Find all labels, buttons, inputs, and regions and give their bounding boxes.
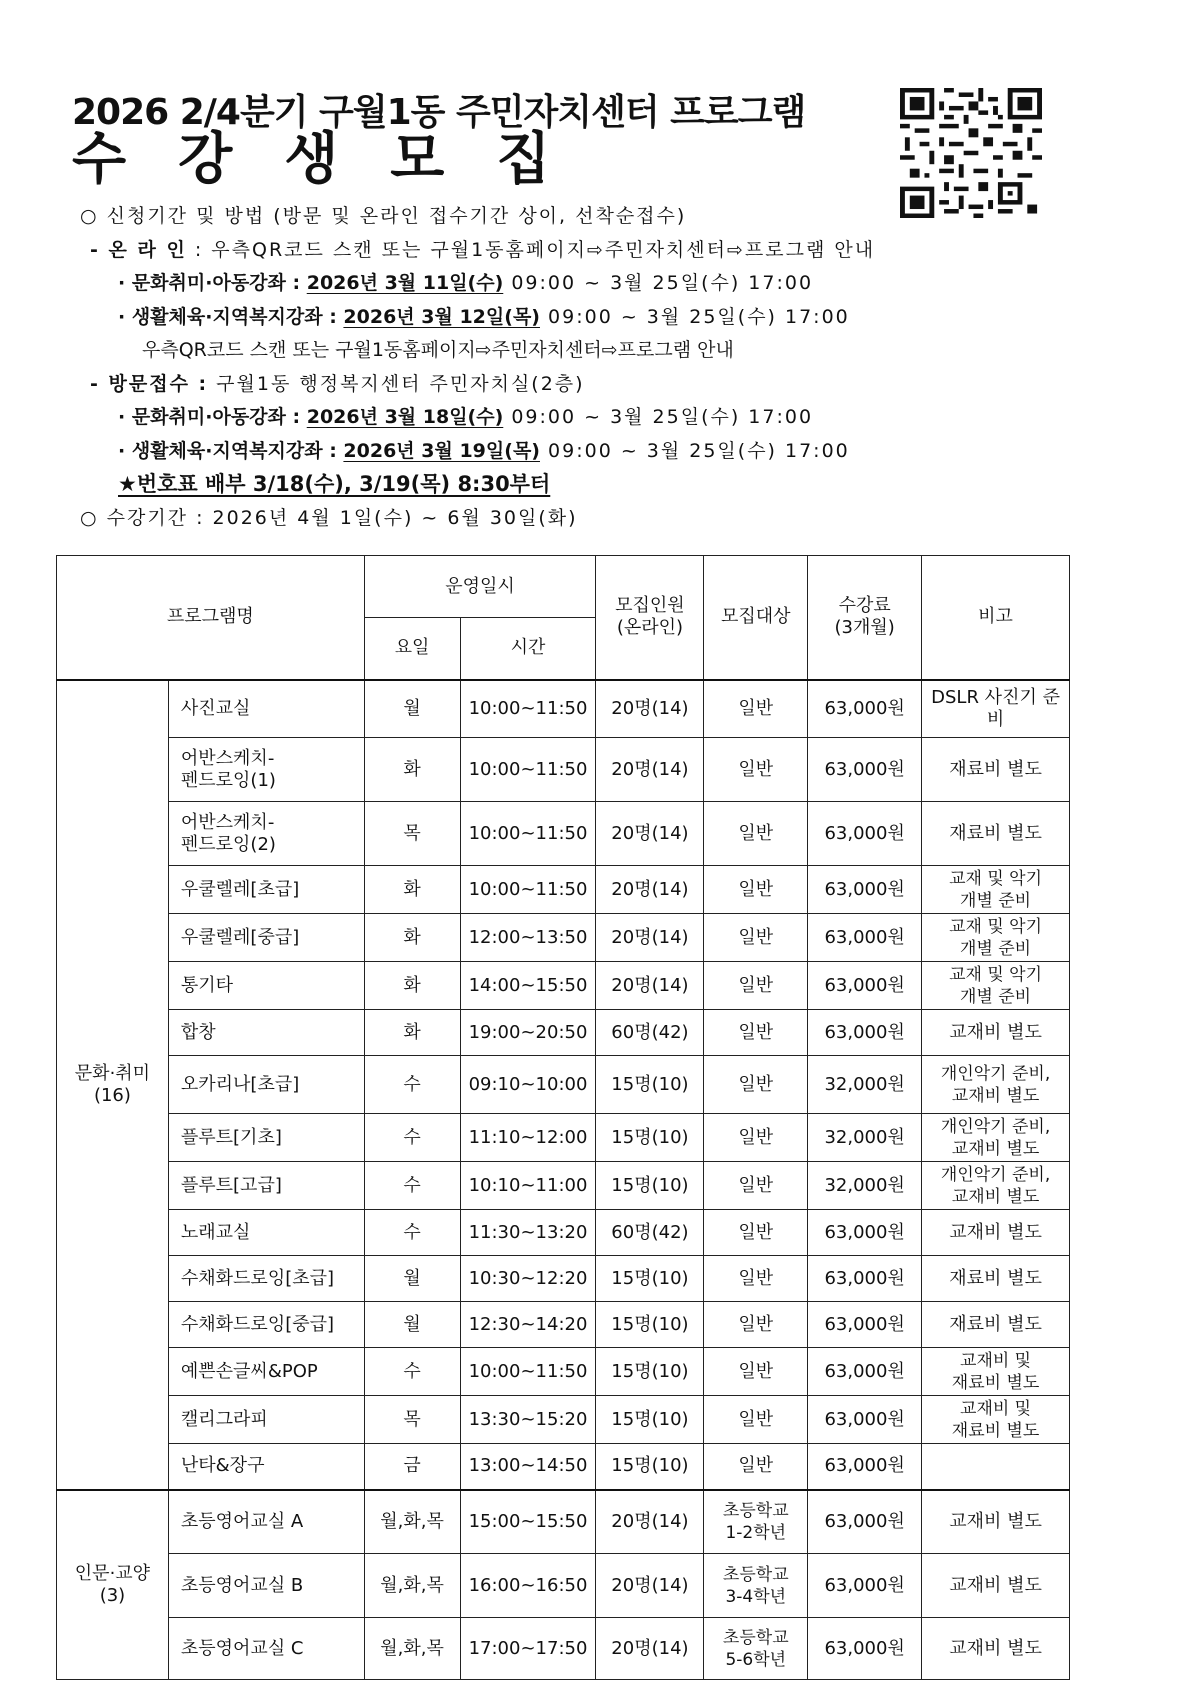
cell-capacity: 15명(10) <box>596 1056 704 1114</box>
table-row <box>57 1210 1070 1256</box>
cell-note: DSLR 사진기 준비 <box>922 680 1070 738</box>
table-row <box>57 1618 1070 1680</box>
cell-time: 10:00~11:50 <box>460 802 596 866</box>
cell-day: 월 <box>364 1256 460 1302</box>
ticket-note: ★번호표 배부 3/18(수), 3/19(목) 8:30부터 <box>118 472 551 496</box>
online-label: - 온 라 인 <box>90 238 187 261</box>
cell-time: 16:00~16:50 <box>460 1554 596 1618</box>
cell-fee: 63,000원 <box>808 1618 922 1680</box>
cell-name: 캘리그라피 <box>168 1396 364 1444</box>
table-row <box>57 1162 1070 1210</box>
cell-time: 15:00~15:50 <box>460 1490 596 1554</box>
category-cell: 인문·교양 (3) <box>57 1490 169 1680</box>
cell-note: 교재비 및 재료비 별도 <box>922 1348 1070 1396</box>
table-row <box>57 866 1070 914</box>
table-row <box>57 1396 1070 1444</box>
cell-day: 수 <box>364 1114 460 1162</box>
cell-name: 오카리나[초급] <box>168 1056 364 1114</box>
cell-capacity: 15명(10) <box>596 1256 704 1302</box>
header-day: 요일 <box>364 618 460 680</box>
qr-code-icon[interactable] <box>900 88 1042 218</box>
cell-day: 월 <box>364 1302 460 1348</box>
cell-day: 목 <box>364 1396 460 1444</box>
cell-time: 10:00~11:50 <box>460 738 596 802</box>
online-culture-row: · 문화취미·아동강좌 : 2026년 3월 11일(수) 09:00 ~ 3월 25일(수) 17:00 <box>118 272 814 294</box>
cell-time: 12:00~13:50 <box>460 914 596 962</box>
page-title: 2026 2/4분기 구월1동 주민자치센터 프로그램 <box>72 92 806 133</box>
cell-day: 금 <box>364 1444 460 1490</box>
cell-capacity: 15명(10) <box>596 1396 704 1444</box>
cell-target: 일반 <box>704 914 808 962</box>
visit-culture-start: 2026년 3월 18일(수) <box>306 406 504 428</box>
table-row <box>57 802 1070 866</box>
cell-day: 수 <box>364 1348 460 1396</box>
cell-name: 우쿨렐레[초급] <box>168 866 364 914</box>
cell-capacity: 20명(14) <box>596 1490 704 1554</box>
cell-note: 개인악기 준비, 교재비 별도 <box>922 1162 1070 1210</box>
table-row <box>57 1256 1070 1302</box>
cell-capacity: 20명(14) <box>596 680 704 738</box>
cell-capacity: 15명(10) <box>596 1348 704 1396</box>
course-period: ○ 수강기간 : 2026년 4월 1일(수) ~ 6월 30일(화) <box>80 506 578 529</box>
apply-heading: ○ 신청기간 및 방법 (방문 및 온라인 접수기간 상이, 선착순접수) <box>80 205 687 227</box>
cell-time: 13:30~15:20 <box>460 1396 596 1444</box>
cell-fee: 63,000원 <box>808 962 922 1010</box>
online-desc: : 우측QR코드 스캔 또는 구월1동홈페이지⇨주민자치센터⇨프로그램 안내 <box>186 238 876 261</box>
cell-name: 합창 <box>168 1010 364 1056</box>
cell-day: 수 <box>364 1210 460 1256</box>
program-table <box>56 555 1070 1680</box>
cell-fee: 32,000원 <box>808 1162 922 1210</box>
cell-target: 일반 <box>704 1348 808 1396</box>
cell-time: 10:30~12:20 <box>460 1256 596 1302</box>
cell-capacity: 60명(42) <box>596 1210 704 1256</box>
cell-note: 개인악기 준비, 교재비 별도 <box>922 1114 1070 1162</box>
table-row <box>57 1302 1070 1348</box>
cell-target: 초등학교 3-4학년 <box>704 1554 808 1618</box>
cell-fee: 63,000원 <box>808 1010 922 1056</box>
cell-target: 일반 <box>704 1162 808 1210</box>
cell-day: 화 <box>364 962 460 1010</box>
cell-time: 10:00~11:50 <box>460 866 596 914</box>
table-row <box>57 738 1070 802</box>
cell-target: 일반 <box>704 1210 808 1256</box>
visit-culture-row: · 문화취미·아동강좌 : 2026년 3월 18일(수) 09:00 ~ 3월 25일(수) 17:00 <box>118 406 814 428</box>
cell-name: 어반스케치- 펜드로잉(2) <box>168 802 364 866</box>
cell-target: 일반 <box>704 1256 808 1302</box>
cell-time: 11:30~13:20 <box>460 1210 596 1256</box>
cell-time: 10:00~11:50 <box>460 1348 596 1396</box>
cell-fee: 63,000원 <box>808 1444 922 1490</box>
cell-fee: 63,000원 <box>808 1490 922 1554</box>
cell-capacity: 60명(42) <box>596 1010 704 1056</box>
cell-time: 10:10~11:00 <box>460 1162 596 1210</box>
table-row <box>57 914 1070 962</box>
cell-capacity: 15명(10) <box>596 1114 704 1162</box>
cell-fee: 63,000원 <box>808 1256 922 1302</box>
cell-time: 13:00~14:50 <box>460 1444 596 1490</box>
cell-capacity: 20명(14) <box>596 914 704 962</box>
cell-target: 일반 <box>704 1056 808 1114</box>
cell-note: 교재비 별도 <box>922 1210 1070 1256</box>
table-row <box>57 1114 1070 1162</box>
cell-name: 수채화드로잉[초급] <box>168 1256 364 1302</box>
cell-capacity: 15명(10) <box>596 1162 704 1210</box>
visit-row <box>80 368 1120 402</box>
cell-time: 12:30~14:20 <box>460 1302 596 1348</box>
cell-fee: 63,000원 <box>808 1396 922 1444</box>
table-row <box>57 1056 1070 1114</box>
cell-day: 수 <box>364 1056 460 1114</box>
cell-name: 노래교실 <box>168 1210 364 1256</box>
cell-note: 교재 및 악기 개별 준비 <box>922 866 1070 914</box>
cell-fee: 63,000원 <box>808 738 922 802</box>
cell-fee: 63,000원 <box>808 680 922 738</box>
cell-name: 우쿨렐레[중급] <box>168 914 364 962</box>
online-note: 우측QR코드 스캔 또는 구월1동홈페이지⇨주민자치센터⇨프로그램 안내 <box>142 339 734 361</box>
cell-capacity: 20명(14) <box>596 1554 704 1618</box>
cell-target: 일반 <box>704 1302 808 1348</box>
table-row <box>57 1554 1070 1618</box>
visit-sports-row: · 생활체육·지역복지강좌 : 2026년 3월 19일(목) 09:00 ~ 3월 25일(수) 17:00 <box>118 439 850 462</box>
cell-target: 일반 <box>704 802 808 866</box>
header-time: 시간 <box>460 618 596 680</box>
cell-name: 통기타 <box>168 962 364 1010</box>
cell-capacity: 20명(14) <box>596 738 704 802</box>
cell-day: 화 <box>364 1010 460 1056</box>
cell-note: 교재 및 악기 개별 준비 <box>922 914 1070 962</box>
cell-capacity: 20명(14) <box>596 866 704 914</box>
cell-name: 수채화드로잉[중급] <box>168 1302 364 1348</box>
header-schedule: 운영일시 <box>364 556 596 618</box>
cell-note: 교재 및 악기 개별 준비 <box>922 962 1070 1010</box>
cell-fee: 63,000원 <box>808 1348 922 1396</box>
cell-target: 초등학교 5-6학년 <box>704 1618 808 1680</box>
table-row <box>57 1444 1070 1490</box>
online-row <box>80 234 1120 268</box>
table-row <box>57 1348 1070 1396</box>
cell-note: 재료비 별도 <box>922 1256 1070 1302</box>
cell-name: 초등영어교실 A <box>168 1490 364 1554</box>
cell-day: 월 <box>364 680 460 738</box>
cell-fee: 63,000원 <box>808 1302 922 1348</box>
cell-name: 사진교실 <box>168 680 364 738</box>
table-row <box>57 1490 1070 1554</box>
cell-time: 19:00~20:50 <box>460 1010 596 1056</box>
cell-note <box>922 1444 1070 1490</box>
cell-name: 난타&장구 <box>168 1444 364 1490</box>
cell-time: 17:00~17:50 <box>460 1618 596 1680</box>
cell-fee: 63,000원 <box>808 1210 922 1256</box>
header-capacity: 모집인원 (온라인) <box>596 556 704 680</box>
cell-target: 일반 <box>704 738 808 802</box>
cell-day: 화 <box>364 866 460 914</box>
cell-note: 재료비 별도 <box>922 1302 1070 1348</box>
cell-time: 10:00~11:50 <box>460 680 596 738</box>
online-sports-start: 2026년 3월 12일(목) <box>343 305 540 328</box>
cell-note: 교재비 별도 <box>922 1010 1070 1056</box>
cell-target: 일반 <box>704 866 808 914</box>
online-culture-start: 2026년 3월 11일(수) <box>306 272 504 294</box>
cell-target: 일반 <box>704 1010 808 1056</box>
cell-name: 초등영어교실 C <box>168 1618 364 1680</box>
cell-day: 수 <box>364 1162 460 1210</box>
table-row <box>57 1010 1070 1056</box>
table-row <box>57 962 1070 1010</box>
cell-day: 월,화,목 <box>364 1618 460 1680</box>
cell-capacity: 20명(14) <box>596 962 704 1010</box>
cell-fee: 63,000원 <box>808 866 922 914</box>
cell-note: 재료비 별도 <box>922 738 1070 802</box>
cell-target: 초등학교 1-2학년 <box>704 1490 808 1554</box>
cell-name: 초등영어교실 B <box>168 1554 364 1618</box>
cell-fee: 63,000원 <box>808 1554 922 1618</box>
cell-note: 교재비 별도 <box>922 1554 1070 1618</box>
header-fee: 수강료 (3개월) <box>808 556 922 680</box>
cell-note: 교재비 별도 <box>922 1490 1070 1554</box>
visit-label: - 방문접수 : <box>90 372 209 395</box>
cell-fee: 63,000원 <box>808 802 922 866</box>
category-cell: 문화·취미 (16) <box>57 680 169 1490</box>
cell-name: 어반스케치- 펜드로잉(1) <box>168 738 364 802</box>
header-note: 비고 <box>922 556 1070 680</box>
application-info <box>80 200 1120 535</box>
header-target: 모집대상 <box>704 556 808 680</box>
cell-note: 교재비 별도 <box>922 1618 1070 1680</box>
cell-capacity: 15명(10) <box>596 1444 704 1490</box>
cell-day: 화 <box>364 914 460 962</box>
cell-day: 월,화,목 <box>364 1554 460 1618</box>
cell-time: 14:00~15:50 <box>460 962 596 1010</box>
table-row <box>57 680 1070 738</box>
cell-target: 일반 <box>704 680 808 738</box>
cell-name: 플루트[기초] <box>168 1114 364 1162</box>
cell-day: 월,화,목 <box>364 1490 460 1554</box>
header-program: 프로그램명 <box>57 556 365 680</box>
cell-time: 09:10~10:00 <box>460 1056 596 1114</box>
cell-note: 개인악기 준비, 교재비 별도 <box>922 1056 1070 1114</box>
cell-name: 예쁜손글씨&POP <box>168 1348 364 1396</box>
cell-fee: 63,000원 <box>808 914 922 962</box>
cell-capacity: 20명(14) <box>596 1618 704 1680</box>
visit-sports-start: 2026년 3월 19일(목) <box>343 439 540 462</box>
cell-day: 목 <box>364 802 460 866</box>
page-subtitle: 수강생모집 <box>72 127 603 192</box>
cell-capacity: 15명(10) <box>596 1302 704 1348</box>
cell-target: 일반 <box>704 962 808 1010</box>
cell-capacity: 20명(14) <box>596 802 704 866</box>
cell-note: 재료비 별도 <box>922 802 1070 866</box>
cell-fee: 32,000원 <box>808 1056 922 1114</box>
cell-target: 일반 <box>704 1444 808 1490</box>
cell-target: 일반 <box>704 1114 808 1162</box>
cell-note: 교재비 및 재료비 별도 <box>922 1396 1070 1444</box>
cell-target: 일반 <box>704 1396 808 1444</box>
cell-day: 화 <box>364 738 460 802</box>
cell-fee: 32,000원 <box>808 1114 922 1162</box>
online-sports-row: · 생활체육·지역복지강좌 : 2026년 3월 12일(목) 09:00 ~ 3월 25일(수) 17:00 <box>118 305 850 328</box>
cell-name: 플루트[고급] <box>168 1162 364 1210</box>
visit-desc: 구월1동 행정복지센터 주민자치실(2층) <box>208 372 585 395</box>
cell-time: 11:10~12:00 <box>460 1114 596 1162</box>
